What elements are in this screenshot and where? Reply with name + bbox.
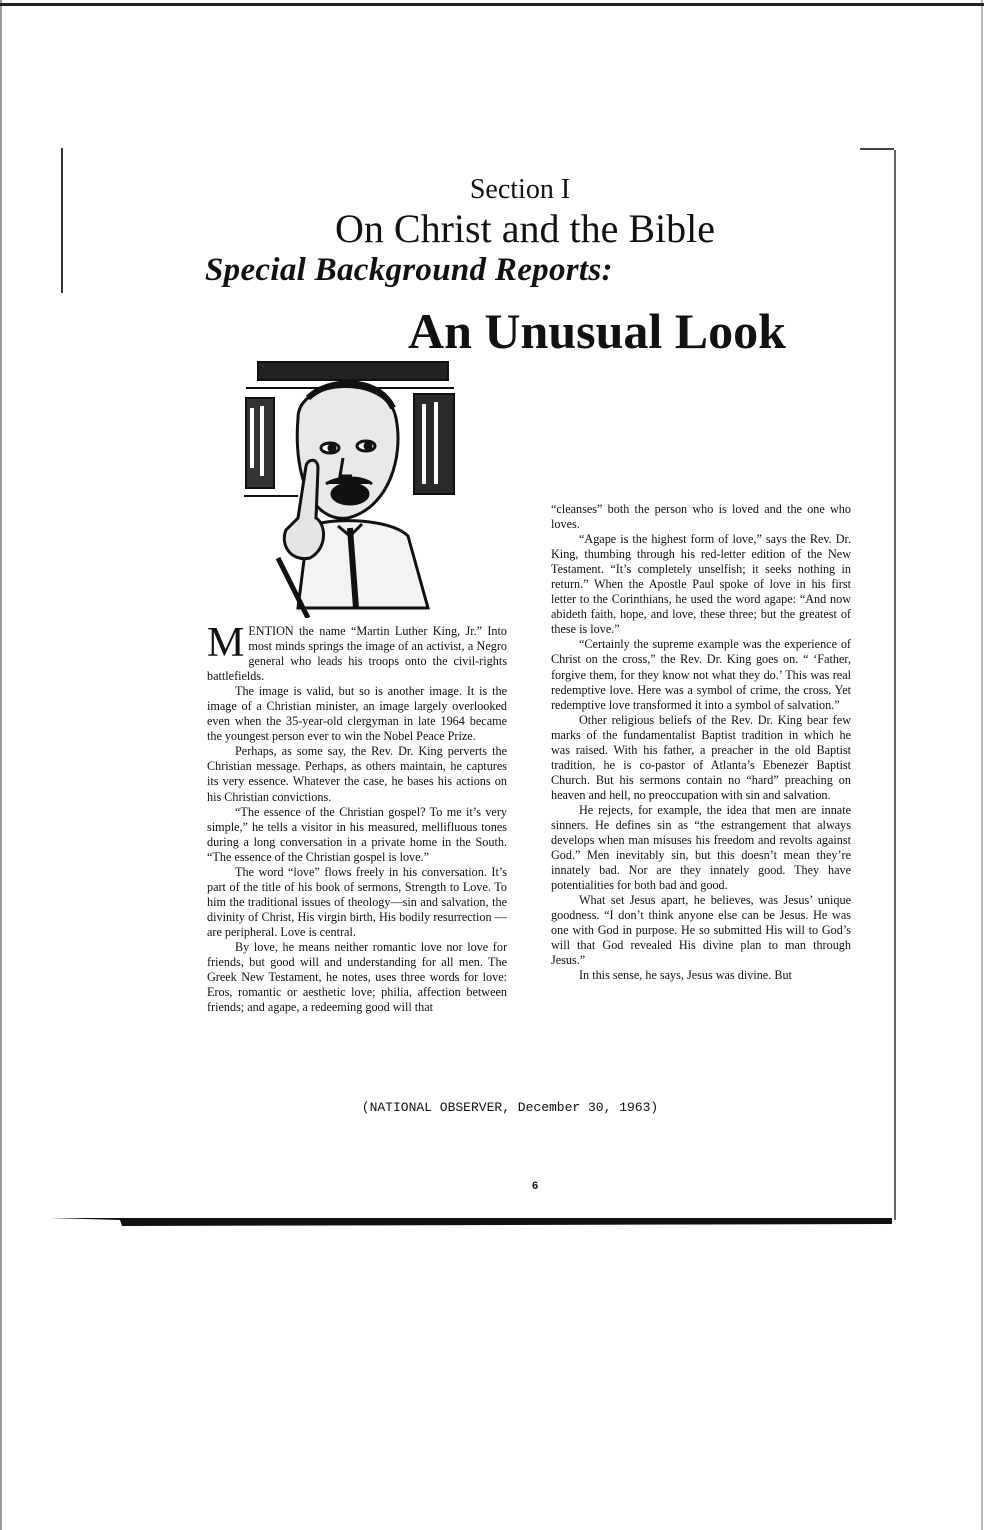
margin-mark-right: [894, 150, 896, 1220]
headline: An Unusual Look: [408, 303, 786, 359]
margin-tick-right: [860, 148, 894, 150]
paragraph: Other religious beliefs of the Rev. Dr. King bear few marks of the fundamentalist Baptist tradition in which he was raised. With his father, a preacher in the old Baptist tradition, he is co-pastor of Atlanta’s Ebenezer Baptist Church. But his sermons contain no “hard” preaching on heaven and hell, no preoccupation with sin and salvation.: [551, 712, 851, 802]
page-title: On Christ and the Bible: [335, 206, 715, 251]
scan-left-edge: [0, 0, 2, 1530]
margin-mark-left: [61, 148, 63, 293]
bottom-rule: [50, 1214, 892, 1228]
article-right-column: [551, 502, 851, 984]
source-caption: (NATIONAL OBSERVER, December 30, 1963): [361, 1100, 659, 1115]
page-number: 6: [531, 1180, 539, 1192]
scan-right-edge: [981, 0, 983, 1530]
paragraph: The image is valid, but so is another image. It is the image of a Christian minister, an image largely overlooked even when the 35-year-old clergyman in late 1964 became the youngest person ever to win the Nobel Peace Prize.: [207, 684, 507, 744]
dropcap: M: [207, 620, 245, 666]
paragraph: “Agape is the highest form of love,” says the Rev. Dr. King, thumbing through his red-letter edition of the New Testament. “It’s completely unselfish; it seeks nothing in return.” When the Apostle Paul spoke of love in his first letter to the Corinthians, he used the word agape: “And now abideth faith, hope, and love, these three; but the greatest of these is love.”: [551, 532, 851, 637]
paragraph: The word “love” flows freely in his conversation. It’s part of the title of his book of sermons, Strength to Love. To him the traditional issues of theology—sin and salvation, the divinity of Christ, His virgin birth, His bodily resurrection —are peripheral. Love is central.: [207, 864, 507, 939]
paragraph: MENTION the name “Martin Luther King, Jr.” Into most minds springs the image of an activist, a Negro general who leads his troops onto the civil-rights battlefields.: [207, 620, 507, 684]
scan-top-rule: [0, 3, 984, 6]
paragraph: He rejects, for example, the idea that men are innate sinners. He defines sin as “the estrangement that always develops when man misuses his freedom and revolts against God.” Men inevitably sin, but this doesn’t mean they’re innately bad. Nor are they innately good. They have potentialities for both bad and good.: [551, 802, 851, 893]
paragraph: “cleanses” both the person who is loved and the one who loves.: [551, 502, 851, 532]
section-label: Section I: [469, 174, 571, 205]
paragraph: In this sense, he says, Jesus was divine. But: [579, 968, 792, 983]
paragraph: By love, he means neither romantic love nor love for friends, but good will and understanding for all men. The Greek New Testament, he notes, uses three words for love: Eros, romantic or aesthetic love; philia, affection between friends; and agape, a redeeming good will that: [207, 939, 507, 1015]
subtitle: Special Background Reports:: [205, 252, 613, 288]
portrait-illustration: [238, 358, 470, 618]
paragraph: “Certainly the supreme example was the experience of Christ on the cross,” the Rev. Dr. King goes on. “ ‘Father, forgive them, for they know not what they do.’ This was real redemptive love. Here was a symbol of crime, the cross. Yet redemptive love transformed it into a symbol of salvation.”: [551, 637, 851, 712]
article-left-column: [207, 620, 507, 1015]
paragraph: Perhaps, as some say, the Rev. Dr. King perverts the Christian message. Perhaps, as others maintain, he captures its very essence. Whatever the case, he bases his actions on his Christian convictions.: [207, 744, 507, 804]
paragraph: What set Jesus apart, he believes, was Jesus’ unique goodness. “I don’t think anyone else can be Jesus. He was one with God in purpose. He so submitted His will to God’s will that God revealed His divine plan to man through Jesus.”: [551, 893, 851, 968]
paragraph: “The essence of the Christian gospel? To me it’s very simple,” he tells a visitor in his measured, mellifluous tones during a long conversation in a private home in the South. “The essence of the Christian gospel is love.”: [207, 804, 507, 864]
